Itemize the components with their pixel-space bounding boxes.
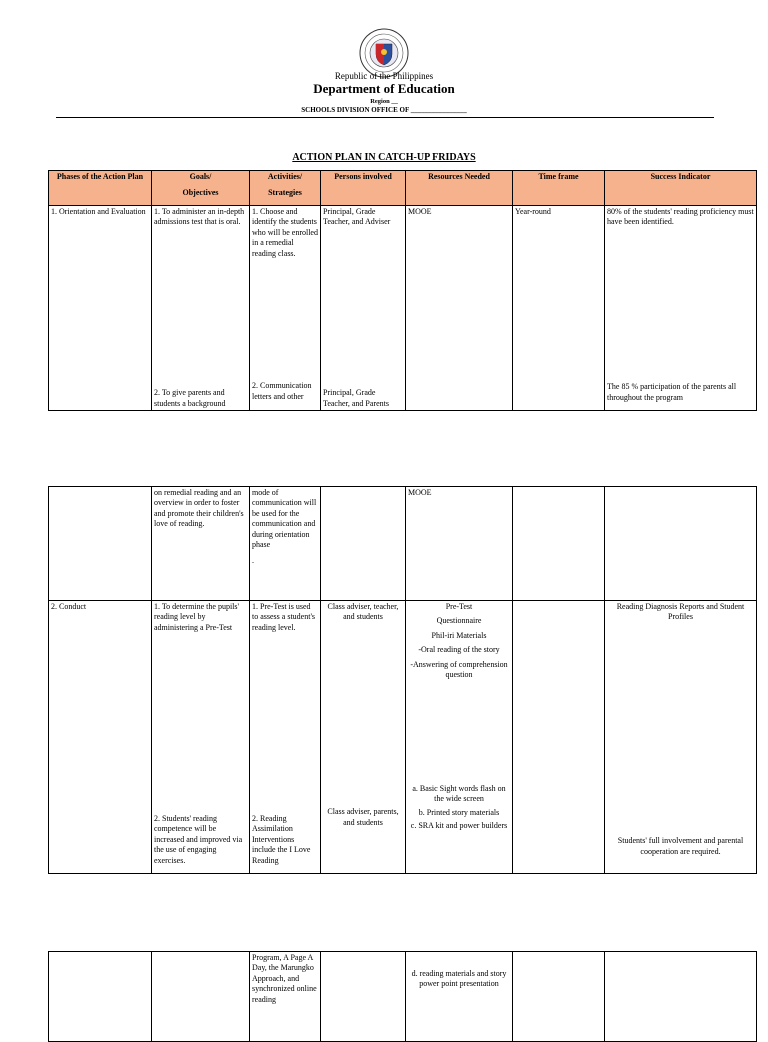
- header-goals-line2: Objectives: [182, 188, 219, 198]
- goal-2: 2. Students' reading competence will be increased and improved via the use of engaging exercises.: [154, 814, 243, 865]
- cell-goals: [152, 206, 250, 411]
- cell-persons: [321, 601, 406, 874]
- header-time: Time frame: [513, 171, 605, 206]
- table-row: [49, 601, 757, 874]
- resource-flash: a. Basic Sight words flash on the wide screen: [412, 784, 506, 804]
- cell-goals-continued: on remedial reading and an overview in order to foster and promote their children's love of reading.: [152, 487, 250, 601]
- action-plan-table-part-2: [48, 486, 757, 874]
- header-activities: [250, 171, 321, 206]
- success-1: Reading Diagnosis Reports and Student Profiles: [616, 602, 745, 622]
- header-divider: [56, 117, 714, 118]
- cell-activities: [250, 601, 321, 874]
- header-persons: Persons involved: [321, 171, 406, 206]
- success-2: The 85 % participation of the parents all throughout the program: [607, 382, 737, 402]
- resource-questionnaire: Questionnaire: [436, 616, 482, 626]
- action-plan-table-part-1: [48, 170, 757, 411]
- cell-resources-continued: d. reading materials and story power point presentation: [406, 952, 513, 1042]
- resource-philiri: Phil-iri Materials: [431, 630, 487, 640]
- page-title: ACTION PLAN IN CATCH-UP FRIDAYS: [292, 152, 476, 163]
- header-goals: [152, 171, 250, 206]
- resource-printed: b. Printed story materials: [418, 807, 500, 817]
- activity-continued-dot: .: [252, 556, 254, 566]
- activity-continued: mode of communication will be used for the communication and during orientation phase: [252, 488, 317, 549]
- activity-2: 2. Reading Assimilation Interventions include the I Love Reading: [252, 814, 311, 865]
- cell-activities-continued: [250, 487, 321, 601]
- activity-2: 2. Communication letters and other: [252, 381, 312, 401]
- persons-1: Class adviser, teacher, and students: [327, 602, 399, 622]
- republic-text: Republic of the Philippines: [334, 71, 434, 81]
- table-header-row: [49, 171, 757, 206]
- persons-1: Principal, Grade Teacher, and Adviser: [323, 207, 391, 227]
- division-text: SCHOOLS DIVISION OFFICE OF ________________: [301, 106, 467, 114]
- goal-2: 2. To give parents and students a background: [154, 388, 226, 408]
- success-2: Students' full involvement and parental cooperation are required.: [617, 836, 744, 856]
- header-activities-line1: Activities/: [267, 172, 303, 181]
- table-row: [49, 487, 757, 601]
- success-1: 80% of the students' reading proficiency must have been identified.: [607, 207, 754, 227]
- activity-1: 1. Pre-Test is used to assess a student's reading level.: [252, 602, 315, 632]
- persons-2: Class adviser, parents, and students: [327, 807, 399, 827]
- cell-goals: [152, 601, 250, 874]
- resource-oral-reading: -Oral reading of the story: [418, 645, 500, 655]
- cell-activities: [250, 206, 321, 411]
- cell-resources: [406, 601, 513, 874]
- cell-persons: [321, 206, 406, 411]
- header-activities-line2: Strategies: [268, 188, 302, 198]
- header-phases: Phases of the Action Plan: [49, 171, 152, 206]
- resource-pretest: Pre-Test: [445, 602, 473, 611]
- table-row: [49, 952, 757, 1042]
- resource-sra: c. SRA kit and power builders: [410, 821, 508, 831]
- cell-success: [605, 601, 757, 874]
- header-resources: Resources Needed: [406, 171, 513, 206]
- cell-resources-continued: MOOE: [406, 487, 513, 601]
- department-title: Department of Education: [313, 81, 455, 96]
- goal-1: 1. To administer an in-depth admissions test that is oral.: [154, 207, 245, 227]
- header-success: Success Indicator: [605, 171, 757, 206]
- action-plan-table-part-3: [48, 951, 757, 1042]
- resource-answering: -Answering of comprehension question: [410, 659, 508, 679]
- cell-success: [605, 206, 757, 411]
- cell-activities-continued: Program, A Page A Day, the Marungko Approach, and synchronized online reading: [250, 952, 321, 1042]
- cell-resources: MOOE: [406, 206, 513, 411]
- goal-1: 1. To determine the pupils' reading level by administering a Pre-Test: [154, 602, 239, 632]
- persons-2: Principal, Grade Teacher, and Parents: [323, 388, 389, 408]
- header-goals-line1: Goals/: [189, 172, 212, 181]
- cell-phase: 1. Orientation and Evaluation: [49, 206, 152, 411]
- activity-1: 1. Choose and identify the students who will be enrolled in a remedial reading class.: [252, 207, 318, 258]
- cell-phase: 2. Conduct: [49, 601, 152, 874]
- cell-time: Year-round: [513, 206, 605, 411]
- table-row: [49, 206, 757, 411]
- resource-group-b: [408, 784, 510, 832]
- region-text: Region __: [370, 98, 398, 105]
